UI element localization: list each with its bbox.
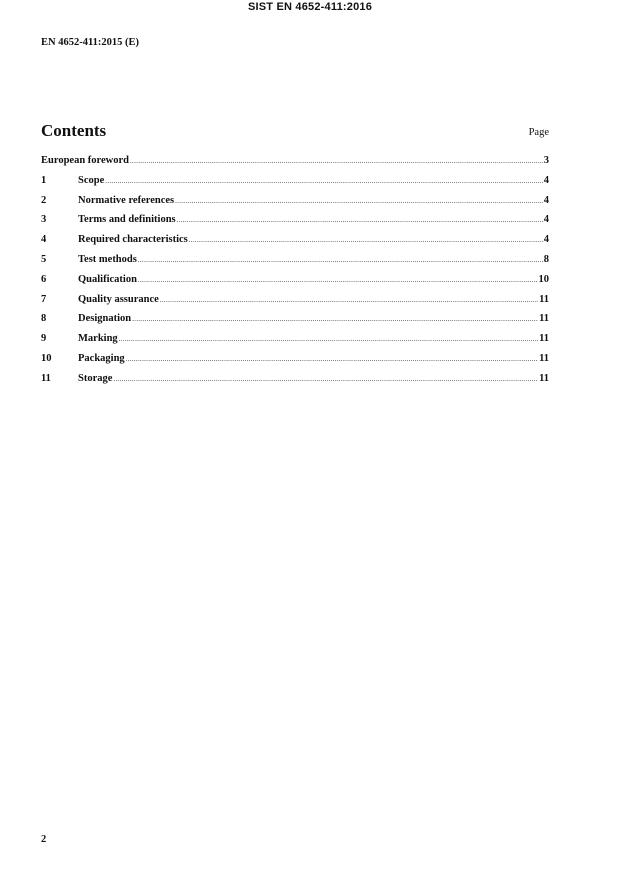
toc-entry-required-characteristics[interactable]: [41, 234, 549, 254]
toc-entry-number: 7: [41, 293, 47, 305]
toc-leader-dots: [138, 276, 538, 284]
toc-entry-page: 4: [543, 214, 549, 226]
toc-entry-page: 4: [543, 194, 549, 206]
toc-entry-number: 11: [41, 372, 51, 384]
toc-entry-page: 4: [543, 174, 549, 186]
toc-leader-dots: [138, 256, 543, 264]
toc-entry-number: 9: [41, 333, 47, 345]
toc-leader-dots: [177, 216, 543, 224]
toc-entry-title: Required characteristics: [78, 234, 188, 246]
toc-entry-number: 6: [41, 273, 47, 285]
toc-entry-qualification[interactable]: [41, 274, 549, 294]
toc-leader-dots: [113, 375, 538, 383]
toc-entry-title: Normative references: [78, 194, 175, 206]
toc-entry-quality-assurance[interactable]: [41, 294, 549, 314]
document-id: EN 4652-411:2015 (E): [41, 37, 139, 48]
toc-entry-number: 5: [41, 253, 47, 265]
toc-entry-title: Packaging: [78, 352, 125, 364]
toc-entry-storage[interactable]: [41, 373, 549, 393]
toc-entry-number: 8: [41, 313, 47, 325]
toc-entry-number: 2: [41, 194, 47, 206]
toc-entry-number: 1: [41, 174, 47, 186]
toc-entry-title: Storage: [78, 372, 113, 384]
toc-entry-title: Designation: [78, 313, 132, 325]
toc-entry-page: 11: [539, 372, 549, 384]
toc-entry-title: European foreword: [41, 155, 129, 166]
toc-entry-foreword[interactable]: [41, 155, 549, 175]
toc-entry-page: 10: [538, 273, 549, 285]
watermark: SIST EN 4652-411:2016: [247, 1, 373, 13]
toc-entry-title: Scope: [78, 174, 105, 186]
page-number: 2: [41, 834, 47, 845]
toc-entry-normative-references[interactable]: [41, 195, 549, 215]
toc-entry-page: 4: [543, 234, 549, 246]
toc-entry-page: 11: [539, 352, 549, 364]
page-column-label: Page: [528, 127, 549, 138]
toc-entry-title: Qualification: [78, 273, 137, 285]
toc-leader-dots: [126, 355, 538, 363]
toc-entry-title: Test methods: [78, 253, 137, 265]
toc-entry-title: Quality assurance: [78, 293, 159, 305]
table-of-contents: [41, 155, 549, 393]
toc-leader-dots: [175, 197, 543, 205]
toc-entry-title: Terms and definitions: [78, 214, 176, 226]
toc-entry-designation[interactable]: [41, 313, 549, 333]
toc-entry-terms-and-definitions[interactable]: [41, 214, 549, 234]
toc-entry-page: 11: [539, 333, 549, 345]
toc-entry-title: Marking: [78, 333, 118, 345]
toc-entry-number: 4: [41, 234, 47, 246]
toc-leader-dots: [132, 315, 538, 323]
toc-entry-page: 3: [543, 155, 549, 166]
toc-entry-marking[interactable]: [41, 333, 549, 353]
toc-leader-dots: [189, 236, 543, 244]
toc-leader-dots: [130, 157, 543, 165]
toc-entry-scope[interactable]: [41, 175, 549, 195]
toc-leader-dots: [105, 177, 543, 185]
toc-entry-test-methods[interactable]: [41, 254, 549, 274]
contents-title: Contents: [41, 121, 107, 140]
toc-leader-dots: [119, 335, 538, 343]
toc-entry-page: 8: [543, 253, 549, 265]
toc-leader-dots: [160, 296, 538, 304]
toc-entry-page: 11: [539, 313, 549, 325]
toc-entry-number: 10: [41, 352, 52, 364]
toc-entry-page: 11: [539, 293, 549, 305]
toc-entry-number: 3: [41, 214, 47, 226]
toc-entry-packaging[interactable]: [41, 353, 549, 373]
